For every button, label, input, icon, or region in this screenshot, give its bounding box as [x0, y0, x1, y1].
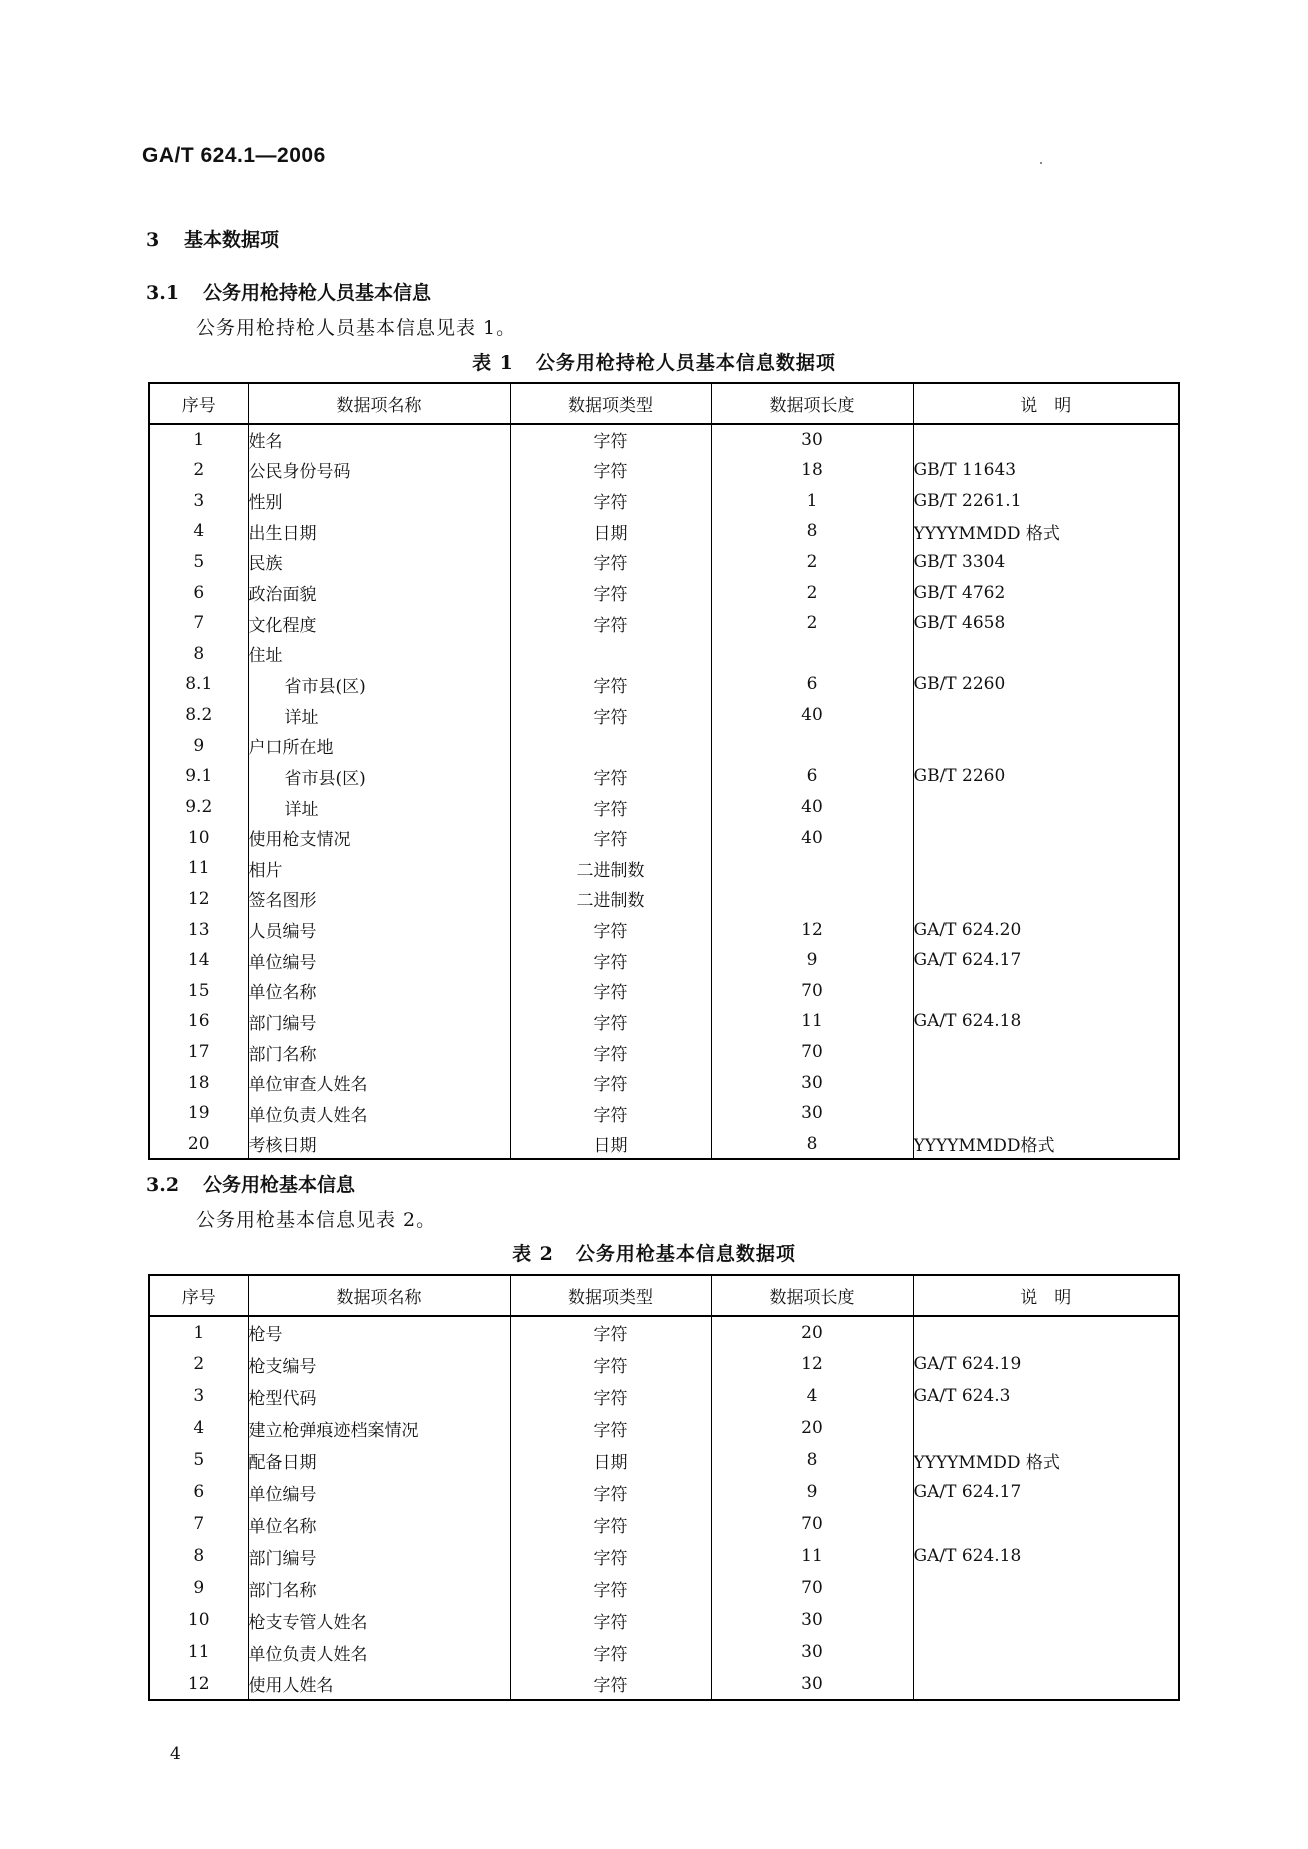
item-type-cell: 字符: [510, 1668, 711, 1700]
item-note-cell: [913, 1636, 1179, 1668]
item-note-cell: [913, 822, 1179, 853]
row-number-cell: 7: [149, 608, 248, 639]
item-note-cell: [913, 792, 1179, 823]
row-number-cell: 10: [149, 1604, 248, 1636]
item-type-cell: [510, 638, 711, 669]
item-type-cell: 字符: [510, 761, 711, 792]
table-row: [149, 669, 1179, 700]
item-type-cell: 二进制数: [510, 853, 711, 884]
item-type-cell: 字符: [510, 1037, 711, 1068]
item-length-cell: 2: [711, 608, 913, 639]
table-row: [149, 1412, 1179, 1444]
item-type-cell: 字符: [510, 547, 711, 578]
table-row: [149, 1540, 1179, 1572]
row-number-cell: 16: [149, 1006, 248, 1037]
item-note-cell: [913, 1604, 1179, 1636]
item-length-cell: 40: [711, 700, 913, 731]
table-caption-title: 公务用枪持枪人员基本信息数据项: [535, 352, 836, 374]
table-row: [149, 884, 1179, 915]
row-number-cell: 2: [149, 1348, 248, 1380]
subsection-title: 公务用枪基本信息: [203, 1174, 356, 1196]
item-length-cell: [711, 638, 913, 669]
table-row: [149, 730, 1179, 761]
table-row: [149, 638, 1179, 669]
row-number-cell: 8: [149, 638, 248, 669]
item-name-cell: 住址: [248, 638, 510, 669]
table-row: [149, 424, 1179, 455]
item-type-cell: 字符: [510, 792, 711, 823]
table-row: [149, 1037, 1179, 1068]
item-name-cell: 文化程度: [248, 608, 510, 639]
table-caption-number: 表 1: [472, 352, 514, 374]
item-type-cell: 二进制数: [510, 884, 711, 915]
scan-speck: [1040, 162, 1042, 164]
row-number-cell: 8.2: [149, 700, 248, 731]
item-type-cell: 字符: [510, 424, 711, 455]
row-number-cell: 20: [149, 1129, 248, 1160]
item-length-cell: 70: [711, 1572, 913, 1604]
item-length-cell: 30: [711, 424, 913, 455]
item-type-cell: 字符: [510, 1412, 711, 1444]
item-name-cell: 单位审查人姓名: [248, 1067, 510, 1098]
item-note-cell: YYYYMMDD 格式: [913, 516, 1179, 547]
row-number-cell: 6: [149, 577, 248, 608]
table-row: [149, 1006, 1179, 1037]
item-note-cell: [913, 638, 1179, 669]
table-row: [149, 1129, 1179, 1160]
item-type-cell: 字符: [510, 1604, 711, 1636]
item-length-cell: 20: [711, 1412, 913, 1444]
item-name-cell: 单位负责人姓名: [248, 1098, 510, 1129]
data-table-1: [148, 382, 1180, 1160]
table-header-row: [149, 1275, 1179, 1316]
row-number-cell: 9: [149, 730, 248, 761]
item-name-cell: 考核日期: [248, 1129, 510, 1160]
table-row: [149, 455, 1179, 486]
data-table-2: [148, 1274, 1180, 1701]
item-type-cell: 字符: [510, 1348, 711, 1380]
item-name-cell: 性别: [248, 485, 510, 516]
item-name-cell: 单位名称: [248, 976, 510, 1007]
item-name-cell: 政治面貌: [248, 577, 510, 608]
section-title: 基本数据项: [184, 229, 280, 251]
item-note-cell: GB/T 2261.1: [913, 485, 1179, 516]
item-length-cell: 40: [711, 822, 913, 853]
item-note-cell: GA/T 624.18: [913, 1540, 1179, 1572]
row-number-cell: 1: [149, 424, 248, 455]
item-name-cell: 使用枪支情况: [248, 822, 510, 853]
section-number: 3: [146, 229, 160, 251]
table-caption-title: 公务用枪基本信息数据项: [575, 1243, 796, 1265]
item-name-cell: 出生日期: [248, 516, 510, 547]
row-number-cell: 12: [149, 1668, 248, 1700]
table-row: [149, 1444, 1179, 1476]
subsection-number: 3.2: [146, 1174, 180, 1196]
row-number-cell: 12: [149, 884, 248, 915]
item-name-cell: 部门编号: [248, 1540, 510, 1572]
item-name-cell: 枪支编号: [248, 1348, 510, 1380]
item-name-cell: 公民身份号码: [248, 455, 510, 486]
subsection-number: 3.1: [146, 282, 180, 304]
item-length-cell: 30: [711, 1067, 913, 1098]
item-note-cell: GA/T 624.18: [913, 1006, 1179, 1037]
column-header-type: 数据项类型: [510, 1275, 711, 1316]
item-note-cell: GA/T 624.3: [913, 1380, 1179, 1412]
column-header-name: 数据项名称: [248, 1275, 510, 1316]
row-number-cell: 4: [149, 1412, 248, 1444]
column-header-type: 数据项类型: [510, 383, 711, 424]
item-note-cell: GB/T 2260: [913, 761, 1179, 792]
item-name-cell: 签名图形: [248, 884, 510, 915]
item-type-cell: 字符: [510, 577, 711, 608]
item-length-cell: 70: [711, 1508, 913, 1540]
item-type-cell: 字符: [510, 485, 711, 516]
row-number-cell: 19: [149, 1098, 248, 1129]
item-length-cell: 12: [711, 1348, 913, 1380]
item-length-cell: 12: [711, 914, 913, 945]
item-name-cell: 使用人姓名: [248, 1668, 510, 1700]
item-length-cell: 30: [711, 1098, 913, 1129]
item-length-cell: [711, 853, 913, 884]
row-number-cell: 3: [149, 1380, 248, 1412]
item-note-cell: [913, 853, 1179, 884]
table-row: [149, 516, 1179, 547]
item-length-cell: 8: [711, 1129, 913, 1160]
item-type-cell: [510, 730, 711, 761]
item-length-cell: 6: [711, 761, 913, 792]
column-header-note: 说 明: [913, 1275, 1179, 1316]
row-number-cell: 6: [149, 1476, 248, 1508]
table-row: [149, 822, 1179, 853]
row-number-cell: 3: [149, 485, 248, 516]
table-row: [149, 1316, 1179, 1348]
item-length-cell: 2: [711, 577, 913, 608]
item-type-cell: 字符: [510, 1476, 711, 1508]
row-number-cell: 8.1: [149, 669, 248, 700]
item-note-cell: YYYYMMDD 格式: [913, 1444, 1179, 1476]
subsection-title: 公务用枪持枪人员基本信息: [203, 282, 432, 304]
row-number-cell: 1: [149, 1316, 248, 1348]
item-note-cell: GA/T 624.19: [913, 1348, 1179, 1380]
table-row: [149, 976, 1179, 1007]
row-number-cell: 17: [149, 1037, 248, 1068]
item-name-cell: 部门名称: [248, 1037, 510, 1068]
item-name-cell: 部门名称: [248, 1572, 510, 1604]
table-row: [149, 761, 1179, 792]
intro-paragraph-2: 公务用枪基本信息见表 2。: [196, 1209, 437, 1231]
table-row: [149, 853, 1179, 884]
page-number: 4: [170, 1744, 181, 1764]
table-caption-number: 表 2: [512, 1243, 554, 1265]
item-name-cell: 枪号: [248, 1316, 510, 1348]
item-type-cell: 字符: [510, 945, 711, 976]
item-type-cell: 字符: [510, 1508, 711, 1540]
row-number-cell: 4: [149, 516, 248, 547]
item-note-cell: GA/T 624.20: [913, 914, 1179, 945]
item-length-cell: 70: [711, 976, 913, 1007]
item-length-cell: 70: [711, 1037, 913, 1068]
item-note-cell: GB/T 11643: [913, 455, 1179, 486]
item-name-cell: 枪型代码: [248, 1380, 510, 1412]
item-note-cell: [913, 700, 1179, 731]
row-number-cell: 2: [149, 455, 248, 486]
row-number-cell: 5: [149, 1444, 248, 1476]
table-caption-2: [0, 1239, 1308, 1266]
item-note-cell: [913, 1037, 1179, 1068]
item-length-cell: 8: [711, 516, 913, 547]
item-name-cell: 户口所在地: [248, 730, 510, 761]
item-name-cell: 姓名: [248, 424, 510, 455]
table-row: [149, 577, 1179, 608]
item-note-cell: [913, 1067, 1179, 1098]
item-length-cell: 18: [711, 455, 913, 486]
item-name-cell: 民族: [248, 547, 510, 578]
column-header-name: 数据项名称: [248, 383, 510, 424]
table-caption-1: [0, 348, 1308, 375]
item-length-cell: 9: [711, 1476, 913, 1508]
item-type-cell: 字符: [510, 1636, 711, 1668]
table-row: [149, 700, 1179, 731]
item-note-cell: [913, 1508, 1179, 1540]
item-type-cell: 字符: [510, 1380, 711, 1412]
item-length-cell: 20: [711, 1316, 913, 1348]
item-length-cell: 1: [711, 485, 913, 516]
row-number-cell: 13: [149, 914, 248, 945]
item-note-cell: [913, 1668, 1179, 1700]
row-number-cell: 8: [149, 1540, 248, 1572]
item-type-cell: 字符: [510, 822, 711, 853]
row-number-cell: 9: [149, 1572, 248, 1604]
item-type-cell: 日期: [510, 516, 711, 547]
item-note-cell: [913, 1098, 1179, 1129]
item-type-cell: 字符: [510, 455, 711, 486]
item-length-cell: 2: [711, 547, 913, 578]
row-number-cell: 18: [149, 1067, 248, 1098]
item-name-cell: 省市县(区): [248, 669, 510, 700]
item-name-cell: 详址: [248, 792, 510, 823]
item-length-cell: 11: [711, 1540, 913, 1572]
item-type-cell: 字符: [510, 914, 711, 945]
item-length-cell: 30: [711, 1636, 913, 1668]
column-header-note: 说 明: [913, 383, 1179, 424]
table-row: [149, 1476, 1179, 1508]
table-row: [149, 1508, 1179, 1540]
intro-paragraph-1: 公务用枪持枪人员基本信息见表 1。: [196, 317, 517, 339]
item-length-cell: 30: [711, 1604, 913, 1636]
item-type-cell: 字符: [510, 700, 711, 731]
item-type-cell: 字符: [510, 1006, 711, 1037]
item-name-cell: 相片: [248, 853, 510, 884]
item-length-cell: 40: [711, 792, 913, 823]
item-length-cell: [711, 730, 913, 761]
table-row: [149, 1572, 1179, 1604]
item-note-cell: GB/T 2260: [913, 669, 1179, 700]
item-note-cell: [913, 1412, 1179, 1444]
item-name-cell: 单位编号: [248, 1476, 510, 1508]
row-number-cell: 10: [149, 822, 248, 853]
item-note-cell: [913, 1316, 1179, 1348]
item-name-cell: 人员编号: [248, 914, 510, 945]
subsection-heading-1: [146, 278, 431, 305]
item-note-cell: GB/T 4658: [913, 608, 1179, 639]
column-header-length: 数据项长度: [711, 383, 913, 424]
item-note-cell: GB/T 3304: [913, 547, 1179, 578]
item-type-cell: 字符: [510, 1316, 711, 1348]
section-heading: [146, 225, 279, 252]
item-name-cell: 部门编号: [248, 1006, 510, 1037]
table-row: [149, 485, 1179, 516]
row-number-cell: 7: [149, 1508, 248, 1540]
item-length-cell: 4: [711, 1380, 913, 1412]
row-number-cell: 5: [149, 547, 248, 578]
table-row: [149, 1380, 1179, 1412]
table-row: [149, 945, 1179, 976]
row-number-cell: 11: [149, 853, 248, 884]
table-row: [149, 1668, 1179, 1700]
item-name-cell: 省市县(区): [248, 761, 510, 792]
item-length-cell: 30: [711, 1668, 913, 1700]
item-name-cell: 详址: [248, 700, 510, 731]
item-type-cell: 字符: [510, 669, 711, 700]
item-name-cell: 配备日期: [248, 1444, 510, 1476]
table-row: [149, 792, 1179, 823]
table-row: [149, 608, 1179, 639]
table-row: [149, 1636, 1179, 1668]
item-note-cell: YYYYMMDD格式: [913, 1129, 1179, 1160]
standard-number: GA/T 624.1—2006: [142, 144, 326, 167]
item-note-cell: GA/T 624.17: [913, 945, 1179, 976]
table-row: [149, 1348, 1179, 1380]
item-name-cell: 单位负责人姓名: [248, 1636, 510, 1668]
item-length-cell: 9: [711, 945, 913, 976]
table-row: [149, 1098, 1179, 1129]
item-type-cell: 字符: [510, 1572, 711, 1604]
item-type-cell: 字符: [510, 1540, 711, 1572]
row-number-cell: 15: [149, 976, 248, 1007]
column-header-length: 数据项长度: [711, 1275, 913, 1316]
item-note-cell: GA/T 624.17: [913, 1476, 1179, 1508]
table-header-row: [149, 383, 1179, 424]
column-header-no: 序号: [149, 1275, 248, 1316]
item-type-cell: 日期: [510, 1444, 711, 1476]
item-length-cell: [711, 884, 913, 915]
item-note-cell: [913, 976, 1179, 1007]
item-note-cell: [913, 730, 1179, 761]
item-type-cell: 日期: [510, 1129, 711, 1160]
item-name-cell: 单位名称: [248, 1508, 510, 1540]
table-row: [149, 1604, 1179, 1636]
item-length-cell: 6: [711, 669, 913, 700]
item-length-cell: 8: [711, 1444, 913, 1476]
item-note-cell: [913, 1572, 1179, 1604]
item-name-cell: 单位编号: [248, 945, 510, 976]
item-note-cell: [913, 884, 1179, 915]
row-number-cell: 11: [149, 1636, 248, 1668]
item-type-cell: 字符: [510, 976, 711, 1007]
table-row: [149, 547, 1179, 578]
item-name-cell: 建立枪弹痕迹档案情况: [248, 1412, 510, 1444]
column-header-no: 序号: [149, 383, 248, 424]
row-number-cell: 14: [149, 945, 248, 976]
subsection-heading-2: [146, 1170, 355, 1197]
item-type-cell: 字符: [510, 608, 711, 639]
row-number-cell: 9.2: [149, 792, 248, 823]
item-length-cell: 11: [711, 1006, 913, 1037]
item-type-cell: 字符: [510, 1098, 711, 1129]
item-note-cell: GB/T 4762: [913, 577, 1179, 608]
table-row: [149, 1067, 1179, 1098]
table-row: [149, 914, 1179, 945]
item-type-cell: 字符: [510, 1067, 711, 1098]
item-note-cell: [913, 424, 1179, 455]
item-name-cell: 枪支专管人姓名: [248, 1604, 510, 1636]
row-number-cell: 9.1: [149, 761, 248, 792]
